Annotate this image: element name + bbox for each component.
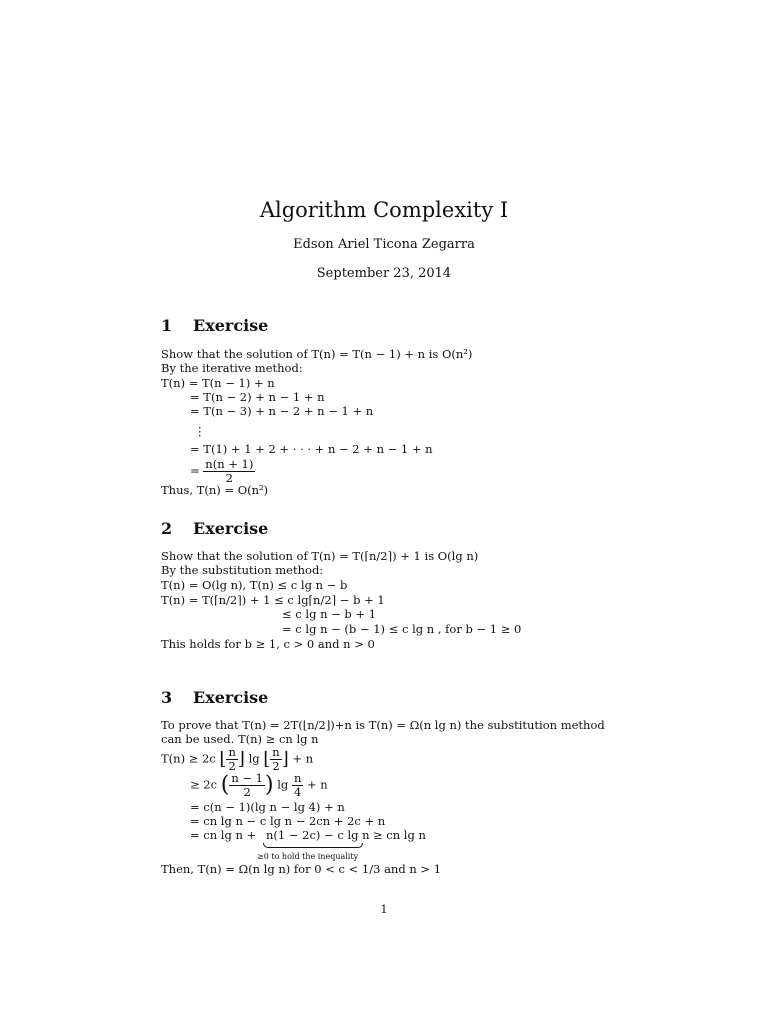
denominator: 2 [228,759,236,773]
equation-part: lg [277,777,289,792]
fraction [270,746,281,773]
text-line: Show that the solution of T(n) = T(⌈n/2⌉) + 1 is O(lg n) [161,549,479,563]
section-title: Exercise [193,316,269,335]
text-line: To prove that T(n) = 2T(⌊n/2⌋)+n is T(n) = Ω(n lg n) the substitution method [161,718,605,732]
document-date: September 23, 2014 [316,266,452,281]
numerator: n [293,771,302,785]
underbraced-expression: n(1 − 2c) − c lg n [266,828,370,842]
equation-line: = cn lg n − c lg n − 2cn + 2c + n [190,814,386,828]
fraction [292,772,303,799]
floor-right-bracket: ⌋ [281,748,289,770]
text-line: This holds for b ≥ 1, c > 0 and n > 0 [161,637,375,651]
equation-line: = T(n − 3) + n − 2 + n − 1 + n [190,404,374,418]
section-number: 1 [161,316,173,335]
numerator: n [272,745,280,759]
underbrace-note: ≥0 to hold the inequality [257,852,359,861]
equation-line: = c lg n − (b − 1) ≤ c lg n , for b − 1 ≥ 0 [282,622,522,636]
denominator: 2 [225,471,233,485]
equation-line [161,746,313,773]
document-title: Algorithm Complexity I [259,198,509,222]
section-heading-1 [161,316,268,335]
denominator: 2 [243,785,251,799]
text-line: Then, T(n) = Ω(n lg n) for 0 < c < 1/3 and n > 1 [161,862,442,876]
text-line: Thus, T(n) = O(n²) [161,483,269,497]
equation-line: T(n) = T(n − 1) + n [161,376,275,390]
denominator: 4 [293,785,302,799]
floor-left-bracket: ⌊ [219,748,227,770]
section-number: 2 [161,519,173,538]
fraction [203,458,255,485]
equation-line: = c(n − 1)(lg n − lg 4) + n [190,800,345,814]
text-line: By the substitution method: [161,563,324,577]
page-number: 1 [380,903,388,916]
section-title: Exercise [193,688,269,707]
section-heading-2 [161,519,268,538]
equation-part: + n [307,777,328,792]
paren-right: ) [264,772,274,798]
equation-line: T(n) = O(lg n), T(n) ≤ c lg n − b [161,578,348,592]
equation-line: ≥ cn lg n [373,828,426,842]
equation-part: lg [248,751,260,766]
vertical-ellipsis: ⋮ [194,424,206,438]
floor-right-bracket: ⌋ [237,748,245,770]
equation-line [190,458,255,485]
paren-left: ( [220,772,230,798]
numerator: n [228,745,236,759]
equation-part: T(n) ≥ 2c [161,751,216,766]
text-line: Show that the solution of T(n) = T(n − 1) + n is O(n²) [161,347,473,361]
section-heading-3 [161,688,268,707]
equation-part: ≥ 2c [190,777,218,792]
numerator: n(n + 1) [205,457,254,471]
equation-line: ≤ c lg n − b + 1 [282,607,377,621]
underbrace [263,843,363,848]
floor-left-bracket: ⌊ [263,748,271,770]
numerator: n − 1 [231,771,263,785]
equation-line: = T(1) + 1 + 2 + · · · + n − 2 + n − 1 + n [190,442,433,456]
section-title: Exercise [193,519,269,538]
text-line: can be used. T(n) ≥ cn lg n [161,732,319,746]
document-author: Edson Ariel Ticona Zegarra [293,237,475,252]
equation-part: + n [292,751,314,766]
text-line: By the iterative method: [161,361,303,375]
denominator: 2 [272,759,280,773]
fraction [226,746,237,773]
fraction [229,772,265,799]
equation-line: T(n) = T(⌈n/2⌉) + 1 ≤ c lg⌈n/2⌉ − b + 1 [161,593,385,607]
section-number: 3 [161,688,173,707]
equation-line: = cn lg n + [190,828,257,842]
equals-sign: = [190,463,200,478]
equation-line: = T(n − 2) + n − 1 + n [190,390,325,404]
equation-line [190,772,328,799]
